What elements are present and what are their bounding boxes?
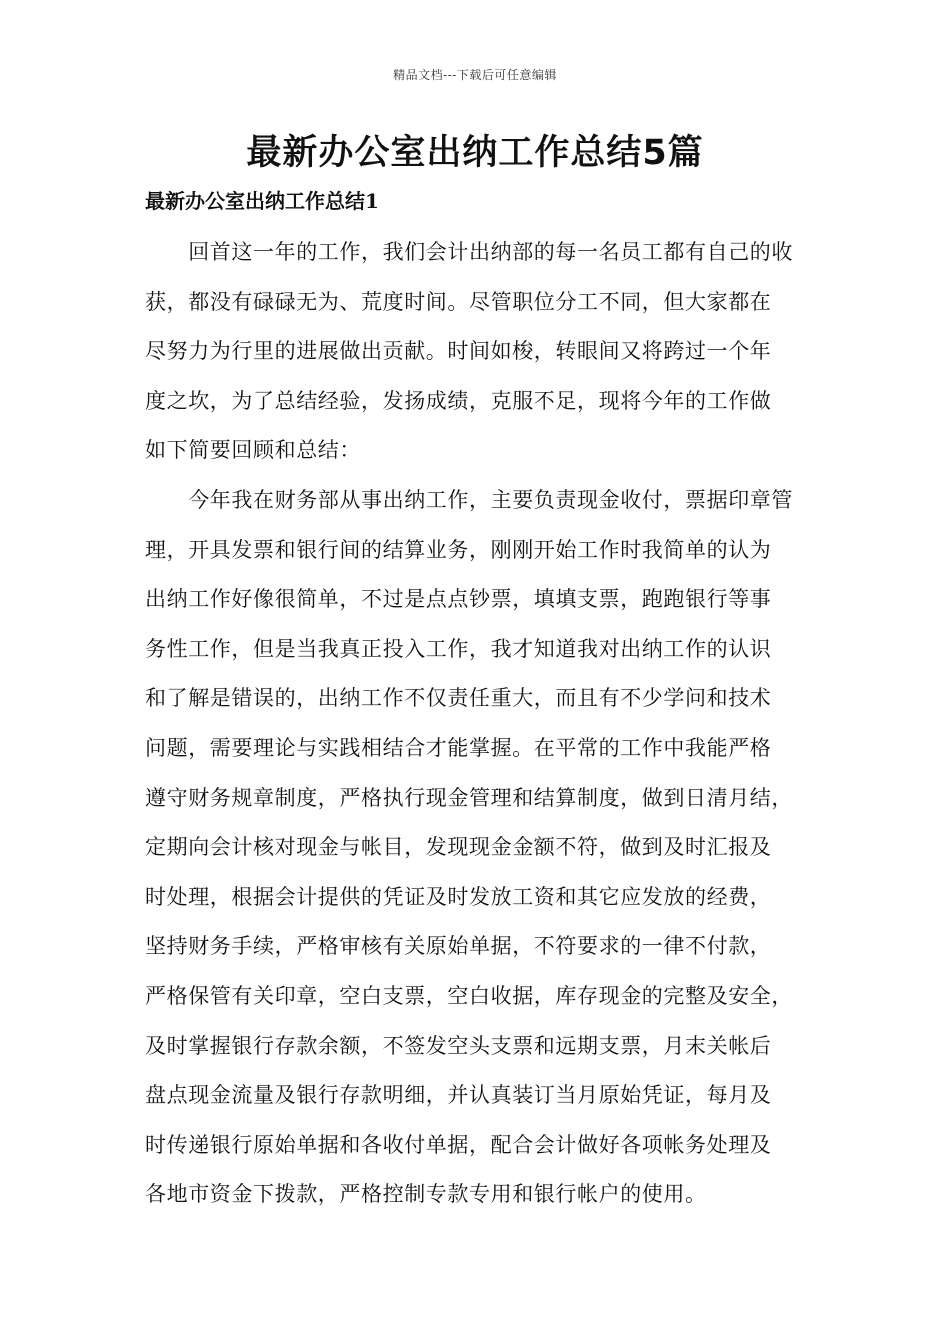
paragraph-line: 理，开具发票和银行间的结算业务，刚刚开始工作时我简单的认为 (145, 537, 772, 562)
paragraph-1 (145, 228, 822, 476)
paragraph-line: 问题，需要理论与实践相结合才能掌握。在平常的工作中我能严格 (145, 735, 772, 760)
paragraph-line: 务性工作，但是当我真正投入工作，我才知道我对出纳工作的认识 (145, 636, 772, 661)
paragraph-line: 遵守财务规章制度，严格执行现金管理和结算制度，做到日清月结， (145, 785, 793, 810)
header-note: 精品文档---下载后可任意编辑 (393, 68, 557, 82)
paragraph-line: 和了解是错误的，出纳工作不仅责任重大，而且有不少学问和技术 (145, 686, 772, 711)
paragraph-line: 定期向会计核对现金与帐目，发现现金金额不符，做到及时汇报及 (145, 835, 772, 860)
paragraph-line: 如下简要回顾和总结： (145, 438, 361, 463)
document-title: 最新办公室出纳工作总结5篇 (246, 133, 704, 173)
section-heading: 最新办公室出纳工作总结1 (145, 189, 379, 213)
paragraph-line: 回首这一年的工作，我们会计出纳部的每一名员工都有自己的收 (145, 240, 793, 264)
paragraph-line: 今年我在财务部从事出纳工作，主要负责现金收付，票据印章管 (145, 488, 793, 512)
paragraph-2 (145, 476, 822, 1220)
paragraph-line: 尽努力为行里的进展做出贡献。时间如梭，转眼间又将跨过一个年 (145, 339, 772, 364)
paragraph-line: 时传递银行原始单据和各收付单据，配合会计做好各项帐务处理及 (145, 1132, 772, 1157)
paragraph-line: 各地市资金下拨款，严格控制专款专用和银行帐户的使用。 (145, 1182, 707, 1207)
paragraph-line: 时处理，根据会计提供的凭证及时发放工资和其它应发放的经费， (145, 884, 772, 909)
paragraph-line: 坚持财务手续，严格审核有关原始单据，不符要求的一律不付款， (145, 934, 772, 959)
paragraph-line: 盘点现金流量及银行存款明细，并认真装订当月原始凭证，每月及 (145, 1083, 772, 1108)
paragraph-line: 严格保管有关印章，空白支票，空白收据，库存现金的完整及安全， (145, 983, 793, 1008)
paragraph-line: 及时掌握银行存款余额，不签发空头支票和远期支票，月末关帐后 (145, 1033, 772, 1058)
paragraph-line: 度之坎，为了总结经验，发扬成绩，克服不足，现将今年的工作做 (145, 388, 772, 413)
paragraph-line: 出纳工作好像很简单，不过是点点钞票，填填支票，跑跑银行等事 (145, 587, 772, 612)
paragraph-line: 获，都没有碌碌无为、荒度时间。尽管职位分工不同，但大家都在 (145, 289, 772, 314)
